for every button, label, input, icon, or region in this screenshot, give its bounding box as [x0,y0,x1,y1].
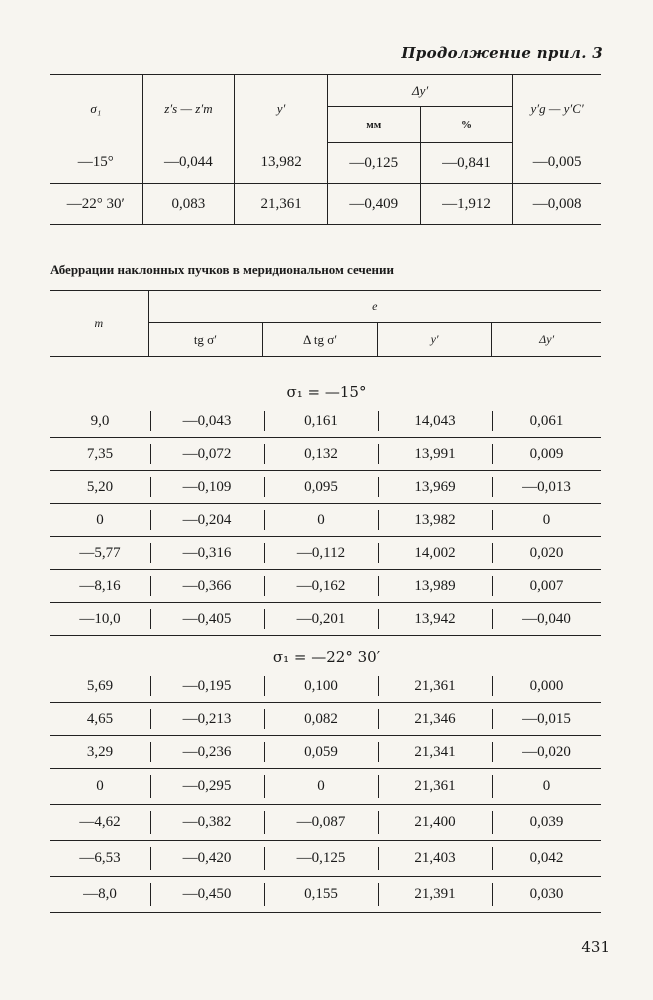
cell-dtg: 0 [264,769,378,804]
cell-dy: 0,030 [492,877,601,912]
cell-dtg: —0,087 [264,805,378,840]
table-row [50,471,601,504]
cell-dtg: 0,155 [264,877,378,912]
cell-dy: 0,020 [492,537,601,569]
cell-y: 14,002 [378,537,492,569]
cell-m: —5,77 [79,544,121,561]
header-mm: мм [327,107,420,143]
cell-dy: —0,015 [492,703,601,735]
cell-dy: 0,042 [492,841,601,876]
cell-dy: 0,000 [492,670,601,702]
cell-m: 7,35 [86,445,114,462]
header-sigma: σ₁ [50,75,142,143]
cell-y: 21,361 [378,670,492,702]
page-number: 431 [581,938,610,956]
cell-dtg: 0,100 [264,670,378,702]
section-title-15: σ₁ = —15° [286,383,367,401]
cell-tg: —0,450 [150,877,264,912]
cell-y: 13,942 [378,603,492,635]
cell-m: —10,0 [79,610,121,627]
cell-m: —4,62 [79,814,121,830]
cell-m: 0 [96,778,104,794]
cell-tg: —0,109 [150,471,264,503]
header-y: y′ [377,323,492,357]
table-row [50,736,601,769]
cell-dtg: 0,132 [264,438,378,470]
cell-y: 21,403 [378,841,492,876]
table-row [50,438,601,471]
table-row [50,504,601,537]
cell-dtg: 0 [264,504,378,536]
cell-tg: —0,405 [150,603,264,635]
cell-tg: —0,204 [150,504,264,536]
cell-tg: —0,295 [150,769,264,804]
section-22-30-rows [50,670,601,913]
table-row [50,570,601,603]
cell-dtg: 0,095 [264,471,378,503]
header-z-diff: z′s — z′m [142,75,235,143]
table-row [50,537,601,570]
cell-pct: —0,841 [420,143,513,184]
cell-y: 13,982 [378,504,492,536]
cell-m: —8,0 [83,886,117,902]
cell-y: 21,400 [378,805,492,840]
cell-dy: 0,009 [492,438,601,470]
cell-dtg: 0,161 [264,405,378,437]
cell-m: 9,0 [90,412,110,429]
table-row [50,805,601,841]
table-row [50,184,601,225]
cell-y: 13,991 [378,438,492,470]
section-15-rows [50,405,601,636]
cell-y: 14,043 [378,405,492,437]
section-title-22-30: σ₁ = —22° 30′ [272,648,381,666]
table-row [50,841,601,877]
cell-dtg: 0,082 [264,703,378,735]
cell-y: 13,969 [378,471,492,503]
continuation-header: Продолжение прил. 3 [401,44,603,62]
table-row [50,405,601,438]
cell-y: 21,341 [378,736,492,768]
cell-sigma: —22° 30′ [50,184,142,225]
cell-dtg: —0,201 [264,603,378,635]
cell-dy: —0,013 [492,471,601,503]
cell-mm: —0,409 [327,184,420,225]
cell-dy: 0 [492,504,601,536]
header-m: m [50,291,148,357]
table-row [50,877,601,913]
cell-m: 5,69 [86,677,114,694]
cell-mm: —0,125 [327,143,420,184]
cell-y: 13,989 [378,570,492,602]
cell-dy: 0,039 [492,805,601,840]
cell-y: 13,982 [235,143,328,184]
cell-z: 0,083 [142,184,235,225]
cell-tg: —0,213 [150,703,264,735]
header-dy: Δy′ [492,323,601,357]
cell-tg: —0,195 [150,670,264,702]
cell-tg: —0,236 [150,736,264,768]
cell-y: 21,391 [378,877,492,912]
table-row [50,769,601,805]
header-yg-diff: y′g — y′C′ [513,75,601,143]
table-row [50,703,601,736]
table-caption: Аберрации наклонных пучков в меридиональном сечении [50,262,394,277]
cell-sigma: —15° [50,143,142,184]
cell-m: —6,53 [79,850,121,866]
header-delta-y: Δy′ [327,75,512,107]
table-row [50,603,601,636]
table-row [50,670,601,703]
cell-m: 0 [96,511,104,528]
cell-tg: —0,072 [150,438,264,470]
cell-tg: —0,316 [150,537,264,569]
cell-m: 3,29 [86,743,114,760]
cell-y: 21,346 [378,703,492,735]
cell-dy: 0,007 [492,570,601,602]
cell-tg: —0,382 [150,805,264,840]
cell-dy: —0,020 [492,736,601,768]
aberration-table-header [50,290,601,357]
table-row [50,143,601,184]
cell-yg: —0,008 [513,184,601,225]
cell-dtg: —0,112 [264,537,378,569]
cell-m: 5,20 [86,478,114,495]
cell-dtg: 0,059 [264,736,378,768]
cell-tg: —0,043 [150,405,264,437]
header-percent: % [420,107,513,143]
cell-m: —8,16 [79,577,121,594]
header-dtg: Δ tg σ′ [263,323,378,357]
cell-dy: 0 [492,769,601,804]
cell-pct: —1,912 [420,184,513,225]
header-tg: tg σ′ [148,323,263,357]
cell-z: —0,044 [142,143,235,184]
cell-dtg: —0,162 [264,570,378,602]
cell-y: 21,361 [235,184,328,225]
cell-dy: —0,040 [492,603,601,635]
summary-table [50,74,601,225]
cell-dtg: —0,125 [264,841,378,876]
cell-y: 21,361 [378,769,492,804]
cell-tg: —0,420 [150,841,264,876]
cell-yg: —0,005 [513,143,601,184]
header-group: e [148,291,601,323]
cell-m: 4,65 [86,710,114,727]
cell-dy: 0,061 [492,405,601,437]
header-y-prime: y′ [235,75,328,143]
cell-tg: —0,366 [150,570,264,602]
